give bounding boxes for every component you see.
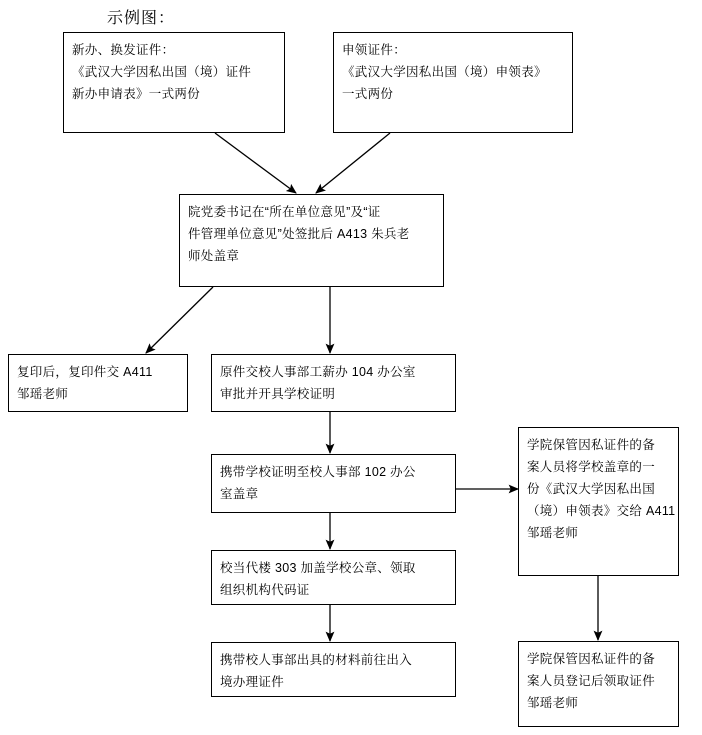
box-college-archive-copy [518,427,679,576]
box-copy-and-submit [8,354,188,412]
box-line: 校当代楼 303 加盖学校公章、领取 [220,561,416,575]
box-personnel-department-104 [211,354,456,412]
box-line: 邹瑶老师 [527,695,579,710]
page-title: 示例图： [107,10,176,27]
box-exit-entry-bureau [211,642,456,697]
box-personnel-department-102 [211,454,456,513]
box-line: 新办、换发证件： [72,43,175,57]
box-college-register-pickup [518,641,679,727]
box-line: 份《武汉大学因私出国 [527,481,656,496]
box-line: 《武汉大学因私出国（境）申领表》 [342,64,547,79]
box-line: 审批并开具学校证明 [220,386,336,401]
box-line: 师处盖章 [188,248,240,263]
box-line: 《武汉大学因私出国（境）证件 [72,64,252,79]
box-line: 学院保管因私证件的备 [527,438,656,452]
box-line: 申领证件： [342,43,407,57]
box-line: 室盖章 [220,486,259,501]
box-new-or-renew-documents [63,32,285,133]
box-line: 学院保管因私证件的备 [527,652,656,666]
box-line: 复印后，复印件交 A411 [17,365,153,379]
box-line: 新办申请表》一式两份 [72,86,201,101]
box-line: 境办理证件 [220,674,285,689]
box-line: 案人员将学校盖章的一 [527,459,656,474]
box-line: 院党委书记在“所在单位意见”及“证 [188,205,381,219]
box-line: 邹瑶老师 [527,525,579,540]
box-line: 组织机构代码证 [220,582,310,597]
box-apply-for-documents [333,32,573,133]
box-line: 案人员登记后领取证件 [527,673,656,688]
box-line: 携带校人事部出具的材料前往出入 [220,653,413,667]
box-line: 邹瑶老师 [17,386,69,401]
box-line: 一式两份 [342,86,394,101]
box-school-seal-303 [211,550,456,605]
box-line: 原件交校人事部工薪办 104 办公室 [220,365,416,379]
box-line: 件管理单位意见”处签批后 A413 朱兵老 [188,226,410,241]
box-line: 携带学校证明至校人事部 102 办公 [220,465,416,479]
box-line: （境）申领表》交给 A411 [527,503,676,518]
box-party-secretary-signature [179,194,444,287]
